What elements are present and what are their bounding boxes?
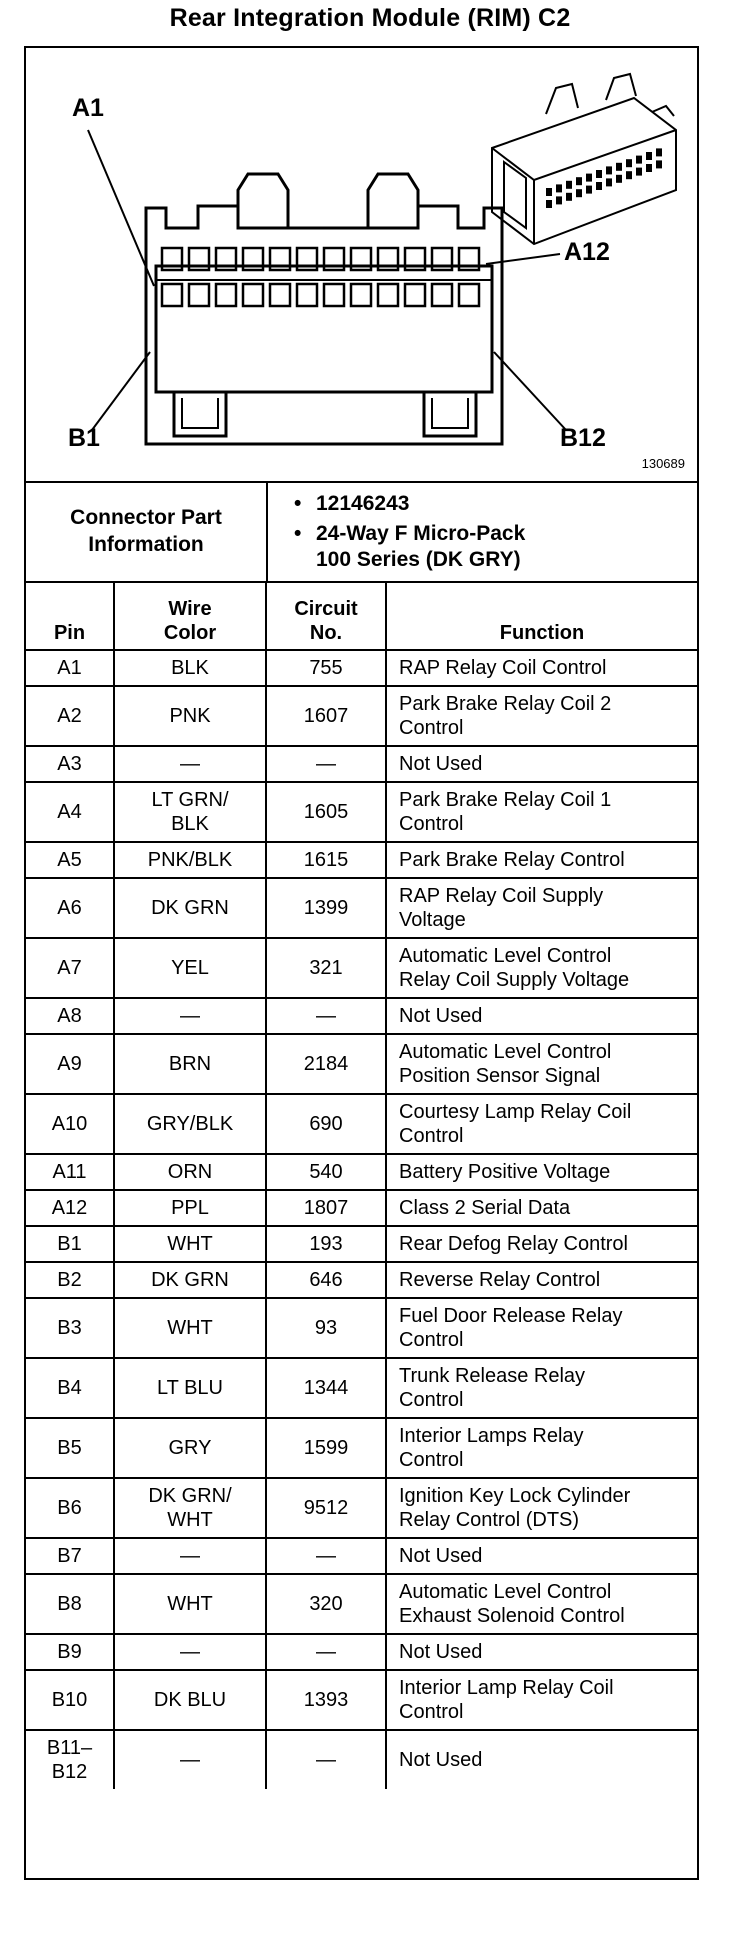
table-header-row [26, 583, 697, 650]
connector-part-information [26, 481, 697, 583]
cell-circuit-no: 93 [266, 1298, 386, 1358]
sketch-pin [656, 148, 662, 156]
cell-wire-color: — [114, 1634, 266, 1670]
pin-cavity [270, 284, 290, 306]
pin-label-b1: B1 [68, 424, 100, 452]
table-row [26, 1478, 697, 1538]
table-row [26, 998, 697, 1034]
sketch-pin [646, 164, 652, 172]
cell-circuit-no: 1605 [266, 782, 386, 842]
cell-pin: B3 [26, 1298, 114, 1358]
sketch-pin [636, 156, 642, 164]
cell-pin: A5 [26, 842, 114, 878]
sketch-pin [586, 186, 592, 194]
cell-circuit-no: 321 [266, 938, 386, 998]
sketch-pin [616, 163, 622, 171]
cell-function: Courtesy Lamp Relay Coil Control [386, 1094, 697, 1154]
cell-function: Not Used [386, 998, 697, 1034]
cell-pin: A11 [26, 1154, 114, 1190]
cell-wire-color: — [114, 746, 266, 782]
sketch-pin [646, 152, 652, 160]
sketch-pin [566, 181, 572, 189]
cell-circuit-no: 646 [266, 1262, 386, 1298]
cell-function: Automatic Level Control Position Sensor Signal [386, 1034, 697, 1094]
cell-wire-color: BRN [114, 1034, 266, 1094]
cell-pin: A3 [26, 746, 114, 782]
cell-circuit-no: — [266, 746, 386, 782]
pin-label-a12: A12 [564, 238, 610, 266]
cell-circuit-no: 755 [266, 650, 386, 686]
cell-wire-color: BLK [114, 650, 266, 686]
sketch-pin [606, 178, 612, 186]
sketch-pin [616, 175, 622, 183]
cell-circuit-no: 1344 [266, 1358, 386, 1418]
header-pin: Pin [26, 583, 114, 650]
cell-pin: B4 [26, 1358, 114, 1418]
cell-function: Not Used [386, 1634, 697, 1670]
sketch-pin [626, 159, 632, 167]
header-function: Function [386, 583, 697, 650]
cell-function: Battery Positive Voltage [386, 1154, 697, 1190]
cell-wire-color: GRY/BLK [114, 1094, 266, 1154]
table-row [26, 938, 697, 998]
cell-function: Park Brake Relay Coil 2 Control [386, 686, 697, 746]
connector-sheet [24, 46, 699, 1880]
pinout-table [26, 583, 697, 1789]
cell-wire-color: WHT [114, 1298, 266, 1358]
cell-function: Ignition Key Lock Cylinder Relay Control (DTS) [386, 1478, 697, 1538]
part-number: • 12146243 [294, 492, 410, 515]
sketch-pin [576, 189, 582, 197]
sketch-pin [656, 160, 662, 168]
cell-function: Rear Defog Relay Control [386, 1226, 697, 1262]
cell-pin: A9 [26, 1034, 114, 1094]
cell-wire-color: DK GRN [114, 878, 266, 938]
cell-pin: B8 [26, 1574, 114, 1634]
sketch-pin [626, 171, 632, 179]
table-row [26, 1034, 697, 1094]
cell-function: Park Brake Relay Control [386, 842, 697, 878]
cell-wire-color: WHT [114, 1574, 266, 1634]
cell-circuit-no: 1393 [266, 1670, 386, 1730]
table-row [26, 1634, 697, 1670]
cell-function: Trunk Release Relay Control [386, 1358, 697, 1418]
cell-wire-color: DK BLU [114, 1670, 266, 1730]
cell-pin: B10 [26, 1670, 114, 1730]
connector-diagram [26, 48, 697, 483]
sketch-pin [556, 196, 562, 204]
cell-wire-color: DK GRN [114, 1262, 266, 1298]
pin-cavity [432, 284, 452, 306]
cell-function: Not Used [386, 1730, 697, 1789]
sketch-pin [556, 184, 562, 192]
cell-wire-color: — [114, 1730, 266, 1789]
table-row [26, 1262, 697, 1298]
pin-cavity [243, 284, 263, 306]
connector-info-details [294, 491, 525, 573]
cell-pin: A12 [26, 1190, 114, 1226]
cell-function: Interior Lamp Relay Coil Control [386, 1670, 697, 1730]
cell-circuit-no: 1399 [266, 878, 386, 938]
cell-function: Not Used [386, 746, 697, 782]
cell-wire-color: DK GRN/ WHT [114, 1478, 266, 1538]
cell-circuit-no: — [266, 1634, 386, 1670]
cell-circuit-no: 193 [266, 1226, 386, 1262]
cell-circuit-no: 1599 [266, 1418, 386, 1478]
cell-wire-color: WHT [114, 1226, 266, 1262]
cell-pin: B1 [26, 1226, 114, 1262]
sketch-pin [576, 177, 582, 185]
cell-wire-color: PPL [114, 1190, 266, 1226]
cell-pin: B6 [26, 1478, 114, 1538]
pin-cavity [216, 284, 236, 306]
pin-cavity [378, 284, 398, 306]
reference-number: 130689 [641, 456, 685, 471]
cell-pin: A1 [26, 650, 114, 686]
header-circuit-no: Circuit No. [266, 583, 386, 650]
cell-function: Fuel Door Release Relay Control [386, 1298, 697, 1358]
table-row [26, 842, 697, 878]
table-row [26, 1574, 697, 1634]
cell-circuit-no: 1807 [266, 1190, 386, 1226]
sketch-pin [586, 174, 592, 182]
pin-label-b12: B12 [560, 424, 606, 452]
cell-circuit-no: — [266, 1730, 386, 1789]
cell-circuit-no: 1615 [266, 842, 386, 878]
connector-description: • 24-Way F Micro-Pack [294, 522, 526, 545]
cell-circuit-no: 320 [266, 1574, 386, 1634]
table-row [26, 1730, 697, 1789]
cell-wire-color: LT BLU [114, 1358, 266, 1418]
page-title: Rear Integration Module (RIM) C2 [169, 4, 571, 32]
cell-function: Not Used [386, 1538, 697, 1574]
table-row [26, 1094, 697, 1154]
cell-pin: A10 [26, 1094, 114, 1154]
cell-pin: B2 [26, 1262, 114, 1298]
table-row [26, 650, 697, 686]
cell-pin: A6 [26, 878, 114, 938]
cell-circuit-no: 2184 [266, 1034, 386, 1094]
table-row [26, 878, 697, 938]
table-row [26, 782, 697, 842]
pin-cavity [405, 284, 425, 306]
cell-pin: B11– B12 [26, 1730, 114, 1789]
table-row [26, 1154, 697, 1190]
sketch-pin [546, 200, 552, 208]
cell-circuit-no: — [266, 998, 386, 1034]
pin-cavity [351, 284, 371, 306]
connector-description-2: 100 Series (DK GRY) [316, 548, 521, 571]
table-row [26, 1538, 697, 1574]
cell-wire-color: LT GRN/ BLK [114, 782, 266, 842]
cell-wire-color: YEL [114, 938, 266, 998]
pin-cavity [162, 284, 182, 306]
cell-pin: B9 [26, 1634, 114, 1670]
cell-circuit-no: 9512 [266, 1478, 386, 1538]
pin-cavity [459, 284, 479, 306]
cell-pin: A4 [26, 782, 114, 842]
cell-wire-color: PNK/BLK [114, 842, 266, 878]
cell-function: Interior Lamps Relay Control [386, 1418, 697, 1478]
table-row [26, 1298, 697, 1358]
cell-function: Class 2 Serial Data [386, 1190, 697, 1226]
cell-function: Reverse Relay Control [386, 1262, 697, 1298]
connector-info-heading: Connector Part Information [26, 481, 268, 581]
sketch-pin [636, 168, 642, 176]
table-row [26, 1418, 697, 1478]
cell-wire-color: GRY [114, 1418, 266, 1478]
cell-function: RAP Relay Coil Supply Voltage [386, 878, 697, 938]
cell-function: RAP Relay Coil Control [386, 650, 697, 686]
cell-circuit-no: 540 [266, 1154, 386, 1190]
cell-pin: B7 [26, 1538, 114, 1574]
cell-wire-color: ORN [114, 1154, 266, 1190]
table-row [26, 1670, 697, 1730]
header-wire-color: Wire Color [114, 583, 266, 650]
sketch-pin [566, 193, 572, 201]
cell-circuit-no: — [266, 1538, 386, 1574]
cell-function: Park Brake Relay Coil 1 Control [386, 782, 697, 842]
table-row [26, 1190, 697, 1226]
cell-pin: A2 [26, 686, 114, 746]
cell-pin: B5 [26, 1418, 114, 1478]
sketch-pin [546, 188, 552, 196]
table-row [26, 1358, 697, 1418]
pin-cavity [189, 284, 209, 306]
cell-circuit-no: 690 [266, 1094, 386, 1154]
cell-wire-color: — [114, 1538, 266, 1574]
cell-wire-color: PNK [114, 686, 266, 746]
cell-wire-color: — [114, 998, 266, 1034]
sketch-pin [596, 170, 602, 178]
cell-circuit-no: 1607 [266, 686, 386, 746]
cell-pin: A8 [26, 998, 114, 1034]
table-row [26, 1226, 697, 1262]
cell-function: Automatic Level Control Exhaust Solenoid Control [386, 1574, 697, 1634]
cell-pin: A7 [26, 938, 114, 998]
table-row [26, 686, 697, 746]
cell-function: Automatic Level Control Relay Coil Supply Voltage [386, 938, 697, 998]
pin-label-a1: A1 [72, 94, 104, 122]
table-row [26, 746, 697, 782]
pin-cavity [324, 284, 344, 306]
pin-cavity [297, 284, 317, 306]
sketch-pin [596, 182, 602, 190]
sketch-pin [606, 166, 612, 174]
